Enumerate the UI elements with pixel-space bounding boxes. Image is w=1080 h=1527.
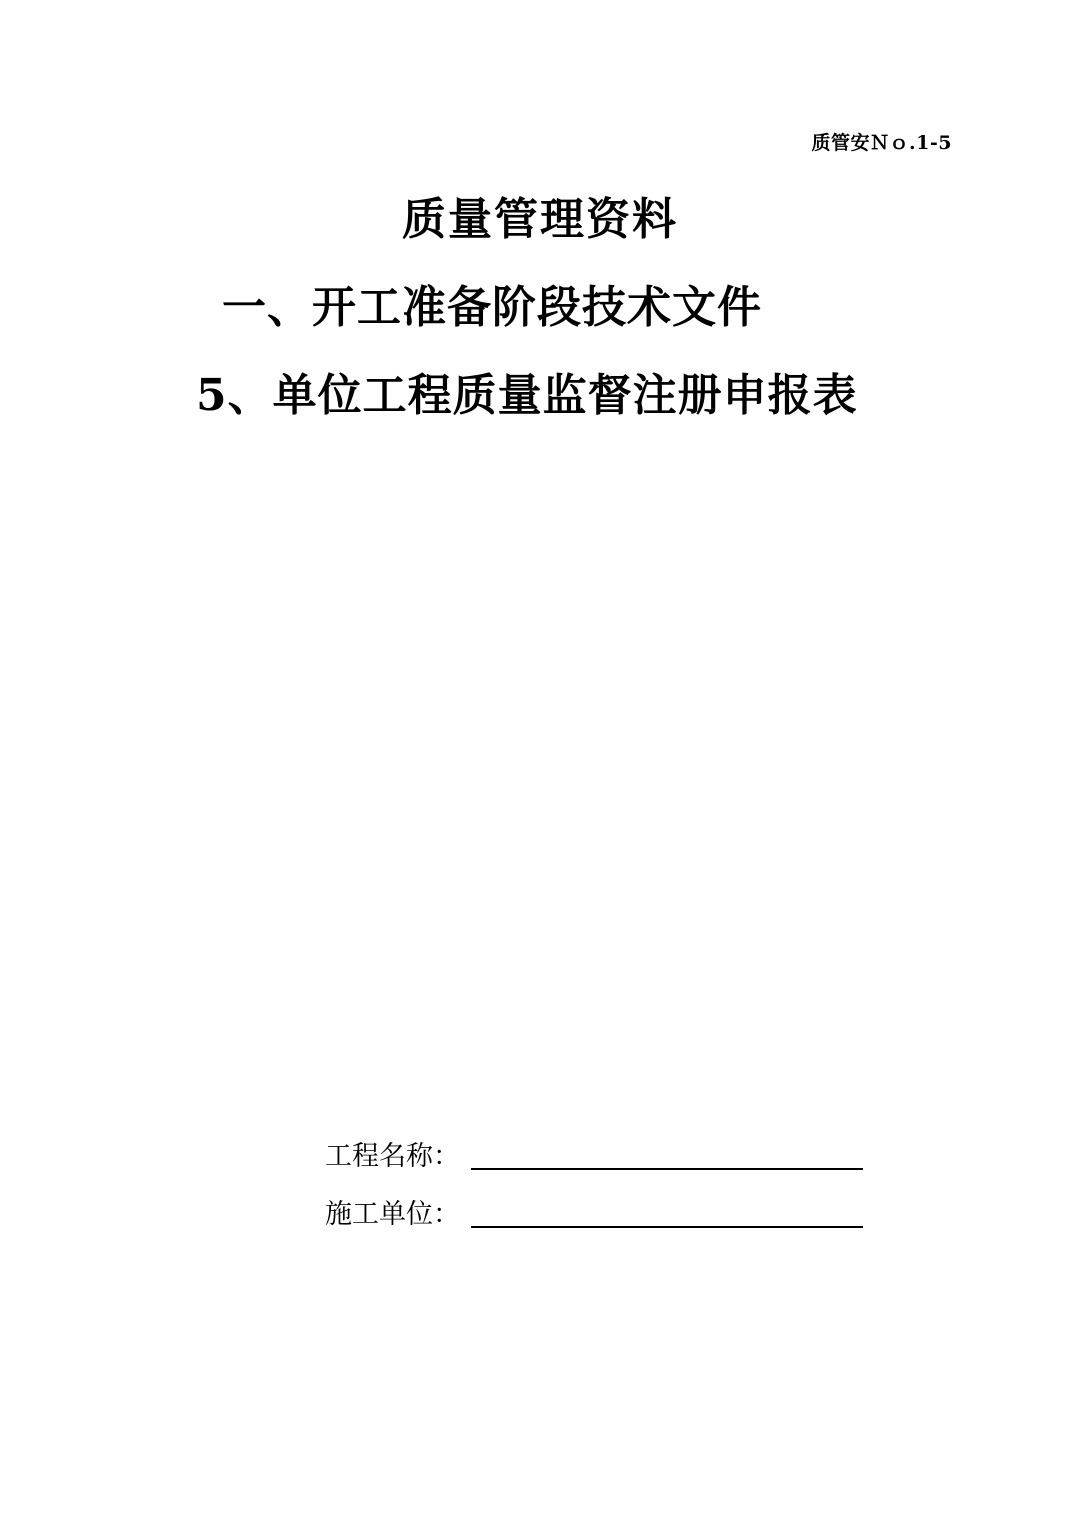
construction-unit-label: 施工单位：: [325, 1199, 460, 1230]
project-name-row: [325, 1134, 885, 1170]
project-name-label: 工程名称：: [325, 1141, 460, 1172]
cover-fields: [325, 1134, 885, 1250]
form-title: 5、单位工程质量监督注册申报表: [196, 370, 858, 421]
construction-unit-field[interactable]: [471, 1194, 863, 1228]
section-heading: 一、开工准备阶段技术文件: [222, 282, 762, 333]
document-code: 质管安Ｎｏ.1-5: [811, 132, 952, 154]
project-name-field[interactable]: [471, 1136, 863, 1170]
construction-unit-row: [325, 1192, 885, 1228]
document-title: 质量管理资料: [402, 194, 678, 245]
title-block: [0, 194, 1080, 421]
